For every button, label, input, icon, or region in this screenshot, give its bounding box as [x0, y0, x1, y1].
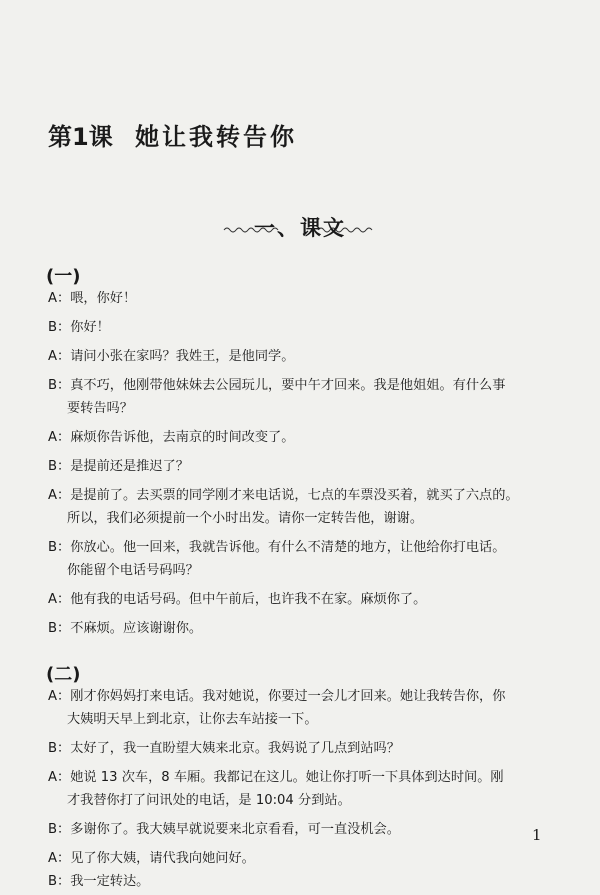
dialogue-line: B：不麻烦。应该谢谢你。 — [48, 621, 203, 636]
page-number: 1 — [532, 826, 542, 844]
lesson-name: 她让我转告你 — [135, 123, 298, 151]
part-label-1: (一) — [46, 266, 81, 287]
section-header — [220, 208, 380, 244]
dialogue-line: A：是提前了。去买票的同学刚才来电话说，七点的车票没买着，就买了六点的。 — [48, 488, 519, 503]
dialogue-line: A：麻烦你告诉他，去南京的时间改变了。 — [48, 430, 295, 445]
dialogue-line: A：见了你大姨，请代我向她问好。 — [48, 851, 255, 866]
dialogue-line: 所以，我们必须提前一个小时出发。请你一定转告他，谢谢。 — [67, 511, 424, 526]
dialogue-line: A：刚才你妈妈打来电话。我对她说，你要过一会儿才回来。她让我转告你，你 — [48, 689, 506, 704]
dialogue-line: B：多谢你了。我大姨早就说要来北京看看，可一直没机会。 — [48, 822, 400, 837]
dialogue-line: 才我替你打了问讯处的电话，是 10:04 分到站。 — [67, 793, 351, 808]
dialogue-line: A：喂，你好！ — [48, 291, 137, 306]
dialogue-line: A：他有我的电话号码。但中午前后，也许我不在家。麻烦你了。 — [48, 592, 427, 607]
part-label-2: (二) — [46, 664, 81, 685]
dialogue-line: B：太好了，我一直盼望大姨来北京。我妈说了几点到站吗？ — [48, 741, 400, 756]
dialogue-line: 你能留个电话号码吗？ — [67, 563, 199, 578]
dialogue-line: B：是提前还是推迟了？ — [48, 459, 189, 474]
dialogue-line: B：你放心。他一回来，我就告诉他。有什么不清楚的地方，让他给你打电话。 — [48, 540, 506, 555]
lesson-number: 第1课 — [48, 123, 113, 151]
dialogue-line: B：我一定转达。 — [48, 874, 150, 889]
dialogue-line: A：她说 13 次车，8 车厢。我都记在这儿。她让你打听一下具体到达时间。刚 — [48, 770, 504, 785]
section-title: 一、课文 — [254, 216, 346, 240]
dialogue-line: B：你好！ — [48, 320, 110, 335]
dialogue-line: A：请问小张在家吗？我姓王，是他同学。 — [48, 349, 295, 364]
lesson-title — [48, 117, 297, 152]
dialogue-line: 大姨明天早上到北京，让你去车站接一下。 — [67, 712, 318, 727]
dialogue-line: B：真不巧，他刚带他妹妹去公园玩儿，要中午才回来。我是他姐姐。有什么事 — [48, 378, 506, 393]
dialogue-line: 要转告吗？ — [67, 401, 133, 416]
